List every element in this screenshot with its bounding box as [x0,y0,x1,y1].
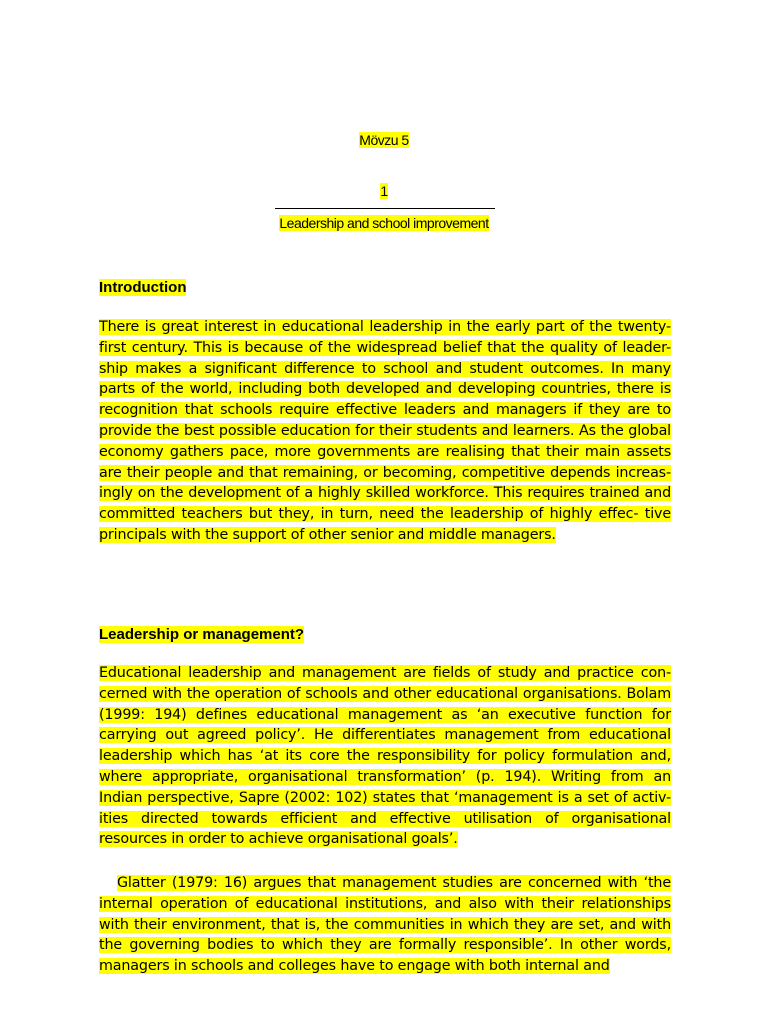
paragraph-text: There is great interest in educational leadership in the early part of the twenty- first century. This is because of the widespread belief that the quality of leader- ship makes a significant difference to school and student outcomes. In many parts of the world, including both developed and developing countries, there is recognition that schools require effective leaders and managers if they are to provide the best possible education for their students and learners. As the global economy gathers pace, more governments are realising that their main assets are their people and that remaining, or becoming, competitive depends increas- ingly on the development of a highly skilled workforce. This requires trained and committed teachers but they, in turn, need the leadership of highly effec- tive principals with the support of other senior and middle managers. [99,319,671,543]
topic-label [0,132,768,148]
chapter-title [0,215,768,231]
chapter-divider [275,208,495,209]
section-heading-leadership-or-management [99,626,304,643]
chapter-number-text: 1 [380,183,388,199]
section-heading-introduction [99,279,186,296]
chapter-number [0,183,768,199]
paragraph-introduction [99,317,671,546]
paragraph-text: Educational leadership and management are fields of study and practice con- cerned with the operation of schools and other educational organisations. Bolam (1999: 194) defines educational management as ‘an executive function for carrying out agreed policy’. He differentiates management from educational leadership which has ‘at its core the responsibility for policy formulation and, where appropriate, organisational transformation’ (p. 194). Writing from an Indian perspective, Sapre (2002: 102) states that ‘management is a set of activ- ities directed towards efficient and effective utilisation of organisational resources in order to achieve organisational goals’. [99,665,671,848]
section-heading-text: Leadership or management? [99,626,305,643]
paragraph-leadership-management-2 [99,873,671,977]
paragraph-text: Glatter (1979: 16) argues that management studies are concerned with ‘the internal operation of educational institutions, and also with their relationships with their environment, that is, the communities in which they are set, and with the governing bodies to which they are formally responsible’. In other words, managers in schools and colleges have to engage with both internal and [99,875,671,975]
section-heading-text: Introduction [99,279,187,296]
topic-text: Mövzu 5 [359,132,409,148]
paragraph-leadership-management-1 [99,663,671,850]
chapter-title-text: Leadership and school improvement [279,215,489,231]
